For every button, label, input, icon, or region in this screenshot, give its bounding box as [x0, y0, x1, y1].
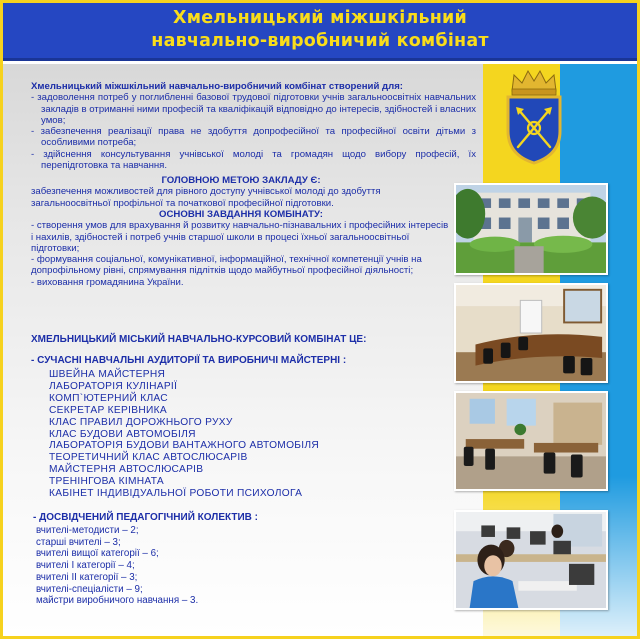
city-coat-of-arms-icon	[502, 69, 566, 165]
list-item: КОМП`ЮТЕРНИЙ КЛАС	[49, 392, 168, 404]
building-photo	[454, 183, 608, 275]
intro-list	[31, 92, 476, 171]
intro-section	[31, 81, 476, 171]
list-item: КЛАС БУДОВИ АВТОМОБІЛЯ	[49, 428, 196, 440]
list-item: МАЙСТЕРНЯ АВТОСЛЮСАРІВ	[49, 464, 204, 476]
list-item: КЛАС ПРАВИЛ ДОРОЖНЬОГО РУХУ	[49, 416, 233, 428]
list-item: - здійснення консультування учнівської молоді та громадян щодо вибору професій, їх перепідготовка та навчання.	[31, 148, 476, 172]
classroom-photo	[454, 391, 608, 491]
list-item: вчителі-спеціалісти – 9;	[36, 583, 143, 595]
list-item: вчителі ІІ категорії – 3;	[36, 571, 138, 583]
auditoriums-heading: - СУЧАСНІ НАВЧАЛЬНІ АУДИТОРІЇ ТА ВИРОБНИЧІ МАЙСТЕРНІ :	[31, 355, 347, 366]
list-item: - формування соціальної, комунікативної, інформаційної, технічної компетенції учнів на допрофільному рівні, спрямування підлітків щодо майбутньої професійної діяльності;	[31, 254, 422, 277]
list-item: - забезпечення реалізації права не здобуття допрофесійної та професійної освіти дітьми з особливими потреба;	[31, 126, 476, 149]
list-item: КАБІНЕТ ІНДИВІДУАЛЬНОЇ РОБОТИ ПСИХОЛОГА	[49, 488, 303, 500]
list-item: - задоволення потреб у поглибленні базової трудової підготовки учнів загальноосвітніх навчальних закладів в отриманні ними професій та кваліфікацій відповідно до інтересів, здібностей і власних умов;	[31, 92, 476, 126]
page-title	[3, 7, 637, 53]
list-item: ШВЕЙНА МАЙСТЕРНЯ	[49, 369, 166, 380]
poster	[3, 3, 637, 636]
header-banner	[3, 3, 637, 61]
title-line-1: Хмельницький міжшкільний	[173, 8, 467, 28]
tasks-list	[31, 220, 451, 288]
list-item: СЕКРЕТАР КЕРІВНИКА	[49, 404, 167, 416]
goal-text: забезпечення можливостей для рівного доступу учнівської молоді до здобуття загальноосвітньої профільної та початкової професійної підготовки.	[31, 186, 381, 209]
goal-section	[31, 175, 451, 209]
list-item: вчителі І категорії – 4;	[36, 560, 135, 572]
list-item: ТРЕНІНГОВА КІМНАТА	[49, 476, 164, 488]
intro-lead: Хмельницький міжшкільний навчально-виробничий комбінат створений для:	[31, 81, 403, 92]
staff-heading: - ДОСВІДЧЕНИЙ ПЕДАГОГІЧНИЙ КОЛЕКТИВ :	[33, 512, 258, 523]
list-item: - створення умов для врахування й розвитку навчально-пізнавальних і професійних інтересів і нахилів, здібностей і потреб учнів старшої школи в процесі їхньої загальноосвітньої підготовки;	[31, 220, 449, 254]
list-item: вчителі вищої категорії – 6;	[36, 548, 159, 560]
list-item: ЛАБОРАТОРІЯ БУДОВИ ВАНТАЖНОГО АВТОМОБІЛЯ	[49, 440, 320, 452]
tasks-heading: ОСНОВНІ ЗАВДАННЯ КОМБІНАТУ:	[159, 209, 323, 220]
goal-heading: ГОЛОВНОЮ МЕТОЮ ЗАКЛАДУ Є:	[161, 175, 321, 186]
list-item: - виховання громадянина України.	[31, 276, 184, 288]
conference-room-photo	[454, 283, 608, 383]
list-item: старші вчителі – 3;	[36, 536, 121, 548]
title-line-2: навчально-виробничий комбінат	[151, 31, 489, 51]
list-item: ЛАБОРАТОРІЯ КУЛІНАРІЇ	[49, 380, 178, 392]
city-heading: ХМЕЛЬНИЦЬКИЙ МІСЬКИЙ НАВЧАЛЬНО-КУРСОВИЙ КОМБІНАТ ЦЕ:	[31, 334, 367, 345]
list-item: вчителі-методисти – 2;	[36, 525, 139, 536]
list-item: майстри виробничого навчання – 3.	[36, 595, 199, 607]
computer-class-photo	[454, 510, 608, 610]
tasks-section	[31, 209, 451, 288]
staff-list	[36, 525, 296, 607]
auditoriums-list	[49, 369, 429, 500]
list-item: ТЕОРЕТИЧНИЙ КЛАС АВТОСЛЮСАРІВ	[49, 452, 248, 464]
